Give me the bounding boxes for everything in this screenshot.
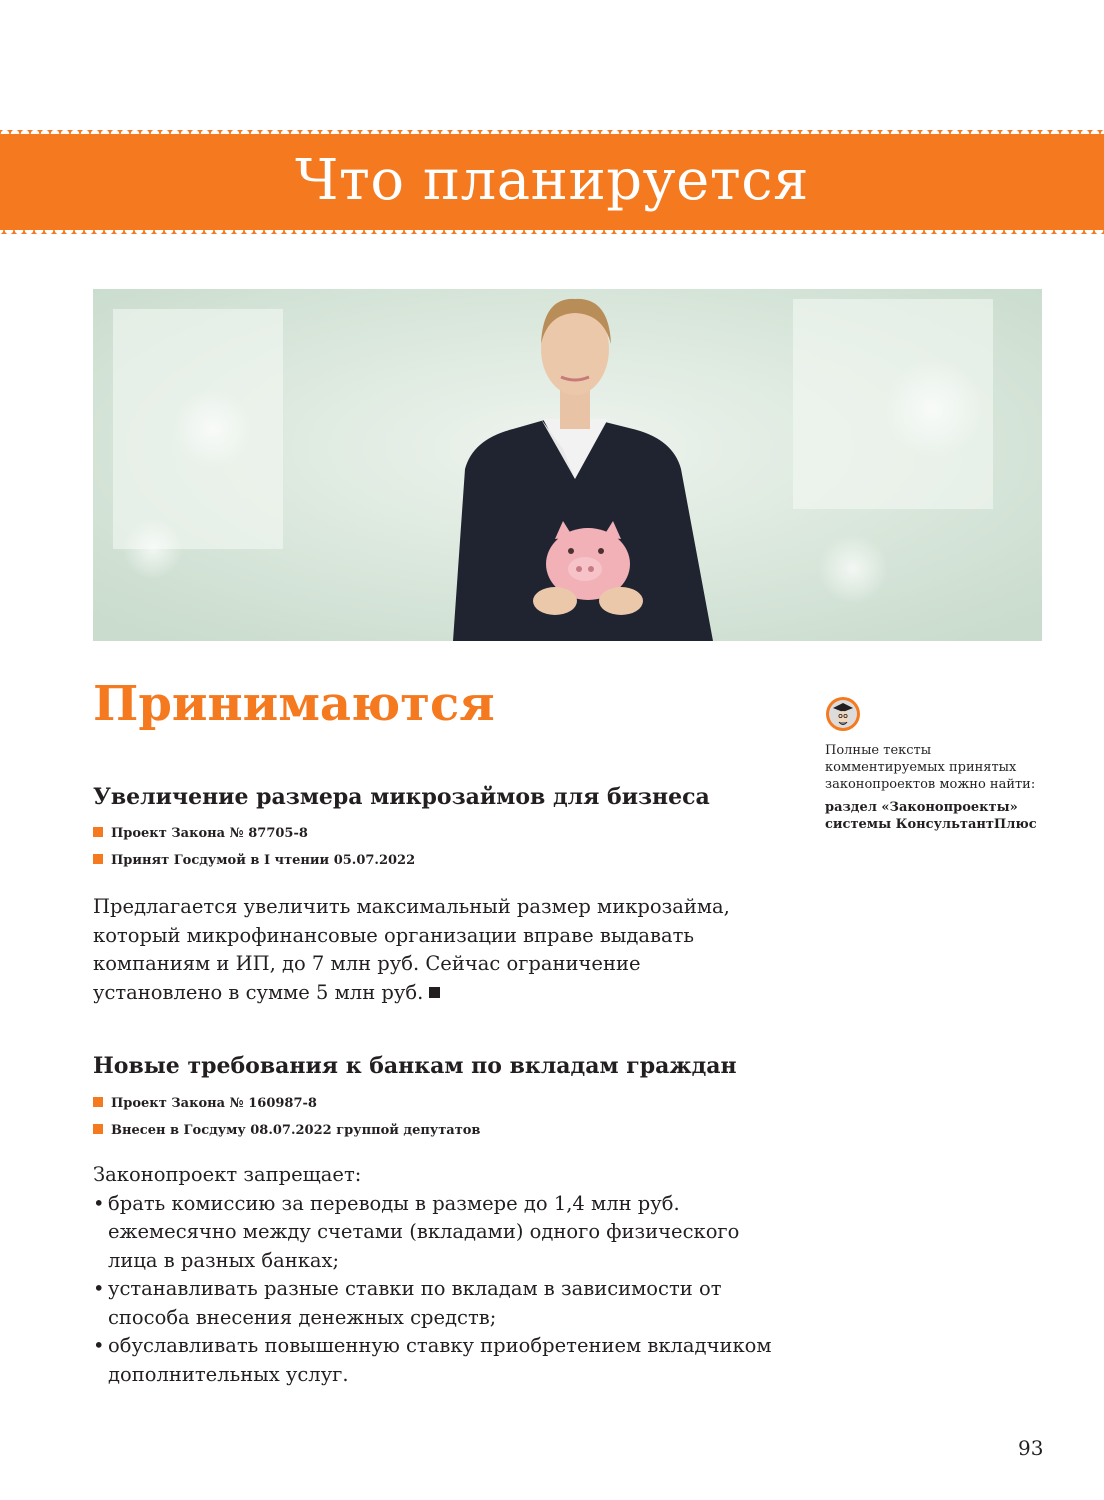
list-item: • брать комиссию за переводы в размере до 1,4 млн руб. ежемесячно между счетами (вкладами) одного физического лица в разных банках; [93, 1190, 783, 1276]
article-1-body-text: Предлагается увеличить максимальный размер микрозайма, который микрофинансовые организации вправе выдавать компаниям и ИП, до 7 млн руб. Сейчас ограничение установлено в сумме 5 млн руб. [93, 895, 730, 1004]
article-1-body [93, 893, 773, 1007]
sidebar-note-text: Полные тексты комментируемых принятых законопроектов можно найти: [825, 743, 1036, 792]
article-1-meta-1 [93, 826, 308, 841]
sidebar-source: раздел «Законопроекты» системы КонсультантПлюс [825, 800, 1037, 832]
sidebar-note [825, 742, 1055, 833]
hero-photo [93, 289, 1042, 641]
article-1-title: Увеличение размера микрозаймов для бизнеса [93, 784, 710, 810]
list-item: • обуславливать повышенную ставку приобретением вкладчиком дополнительных услуг. [93, 1332, 783, 1389]
article-1-meta-2 [93, 853, 415, 868]
end-of-article-mark [429, 987, 440, 998]
meta-text: Внесен в Госдуму 08.07.2022 группой депутатов [111, 1123, 481, 1138]
header-banner [0, 130, 1104, 234]
article-2-meta-1 [93, 1096, 317, 1111]
meta-text: Проект Закона № 87705-8 [111, 826, 308, 841]
orange-square-icon [93, 1097, 103, 1107]
article-2-meta-2 [93, 1123, 480, 1138]
prohibitions-list [93, 1190, 783, 1390]
professor-avatar-icon [825, 696, 861, 732]
meta-text: Принят Госдумой в I чтении 05.07.2022 [111, 853, 416, 868]
orange-square-icon [93, 854, 103, 864]
article-2-title: Новые требования к банкам по вкладам граждан [93, 1053, 737, 1079]
orange-square-icon [93, 1124, 103, 1134]
meta-text: Проект Закона № 160987-8 [111, 1096, 317, 1111]
list-item: • устанавливать разные ставки по вкладам в зависимости от способа внесения денежных средств; [93, 1275, 783, 1332]
banner-title: Что планируется [295, 148, 809, 213]
section-title: Принимаются [93, 676, 495, 732]
orange-square-icon [93, 827, 103, 837]
article-2-intro: Законопроект запрещает: [93, 1163, 362, 1186]
page-number: 93 [1018, 1436, 1044, 1460]
article-2-body [93, 1161, 783, 1389]
